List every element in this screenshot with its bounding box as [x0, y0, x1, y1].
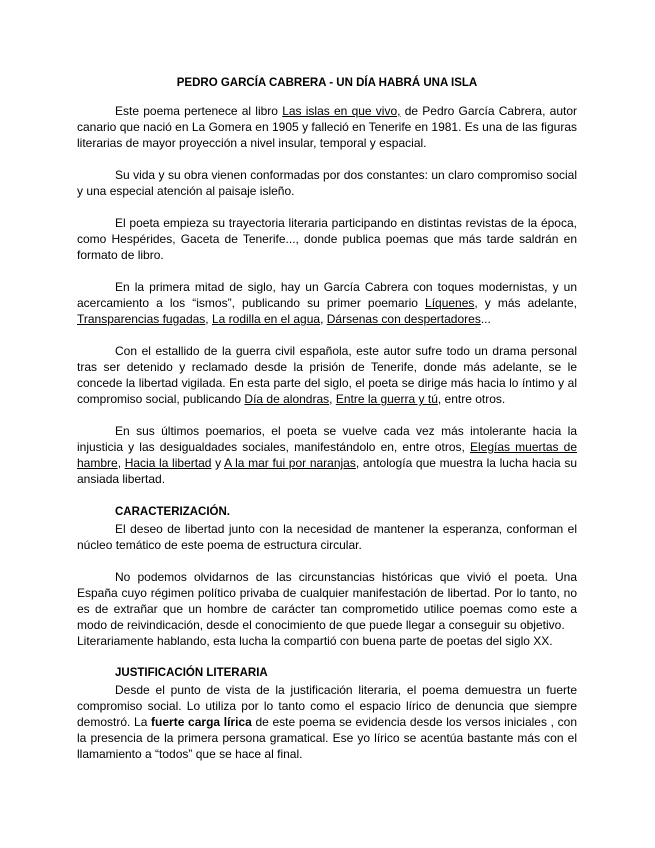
book-title-las-islas: Las islas en que vivo, — [282, 104, 401, 118]
book-title-hacia-la-libertad: Hacia la libertad — [124, 456, 212, 470]
text-span: En sus últimos poemarios, el poeta se vuelve cada vez más intolerante hacia la injusticia y las desigualdades sociales, manifestándolo en, entre otros, — [77, 424, 577, 454]
text-span: Este poema pertenece al libro — [115, 104, 283, 118]
paragraph-constants: Su vida y su obra vienen conformadas por dos constantes: un claro compromiso social y una especial atención al paisaje isleño. — [77, 168, 577, 198]
text-span: , antología que muestra la lucha hacia su ansiada libertad. — [77, 456, 578, 486]
text-span: Con el estallido de la guerra civil española, este autor sufre todo un drama personal tras ser detenido y reclamado desde la prisión de Tenerife, donde más adelante, se le concede la libertad vigilada. En esta parte del siglo, el poeta se dirige más hacia lo íntimo y al compromiso social, publicando — [77, 344, 577, 406]
heading-justificacion: JUSTIFICACIÓN LITERARIA — [115, 667, 268, 679]
paragraph-theme: El deseo de libertad junto con la necesidad de mantener la esperanza, conforman el núcleo temático de este poema de estructura circular. — [77, 522, 577, 552]
book-title-rodilla: La rodilla en el agua — [211, 312, 321, 326]
bold-phrase: fuerte carga lírica — [151, 715, 252, 729]
book-title-liquenes: Líquenes — [425, 296, 475, 310]
paragraph-trajectory: El poeta empieza su trayectoria literaria participando en distintas revistas de la época, como Hespérides, Gaceta de Tenerife..., donde publica poemas que más tarde saldrán en formato de libro. — [77, 216, 577, 262]
paragraph-historical: No podemos olvidarnos de las circunstancias históricas que vivió el poeta. Una España cuyo régimen político privaba de cualquier manifestación de libertad. Por lo tanto, no es de extrañar que un hombre de carácter tan comprometido utilice poemas como este a modo de reivindicación, desde el conocimiento de que puede llegar a conseguir su objetivo. — [77, 570, 577, 632]
text-span: , — [117, 456, 125, 470]
book-title-elegias: Elegías muertas de hambre — [77, 440, 577, 470]
text-span: , — [205, 312, 212, 326]
text-span: En la primera mitad de siglo, hay un García Cabrera con toques modernistas, y un acercamiento a los “ismos”, publicando su primer poemario — [77, 280, 577, 310]
text-span: Desde el punto de vista de la justificación literaria, el poema demuestra un fuerte compromiso social. Lo utiliza por lo tanto como el espacio lírico de denuncia que siempre demostró. La — [77, 683, 577, 729]
document-title: PEDRO GARCÍA CABRERA - UN DÍA HABRÁ UNA ISLA — [176, 77, 478, 89]
book-title-transparencias: Transparencias fugadas — [77, 312, 206, 326]
text-span: , — [329, 392, 336, 406]
text-span: de Pedro García Cabrera, autor canario que nació en La Gomera en 1905 y falleció en Tenerife en 1981. Es una de las figuras literarias de mayor proyección a nivel insular, temporal y espacial. — [77, 104, 578, 150]
paragraph-literary-fight: Literariamente hablando, esta lucha la compartió con buena parte de poetas del siglo XX. — [77, 634, 553, 648]
paragraph-civil-war — [77, 343, 577, 407]
book-title-a-la-mar: A la mar fui por naranjas — [224, 456, 356, 470]
paragraph-justification — [77, 682, 577, 762]
book-title-alondras: Día de alondras — [244, 392, 330, 406]
book-title-entre-la-guerra: Entre la guerra y tú — [335, 392, 438, 406]
text-span: de este poema se evidencia desde los versos iniciales , con la presencia de la primera persona gramatical. Ese yo lírico se acentúa bastante más con el llamamiento a “todos” que se hace al final. — [77, 715, 577, 761]
text-span: , entre otros. — [437, 392, 506, 406]
paragraph-first-half — [77, 279, 577, 327]
heading-caracterizacion: CARACTERIZACIÓN. — [115, 506, 230, 518]
text-span: ... — [480, 312, 491, 326]
text-span: , — [320, 312, 327, 326]
book-title-darsenas: Dársenas con despertadores — [326, 312, 481, 326]
paragraph-intro — [77, 103, 577, 151]
paragraph-last-works — [77, 423, 577, 487]
text-span: y — [211, 456, 225, 470]
text-span: , y más adelante, — [474, 296, 577, 310]
